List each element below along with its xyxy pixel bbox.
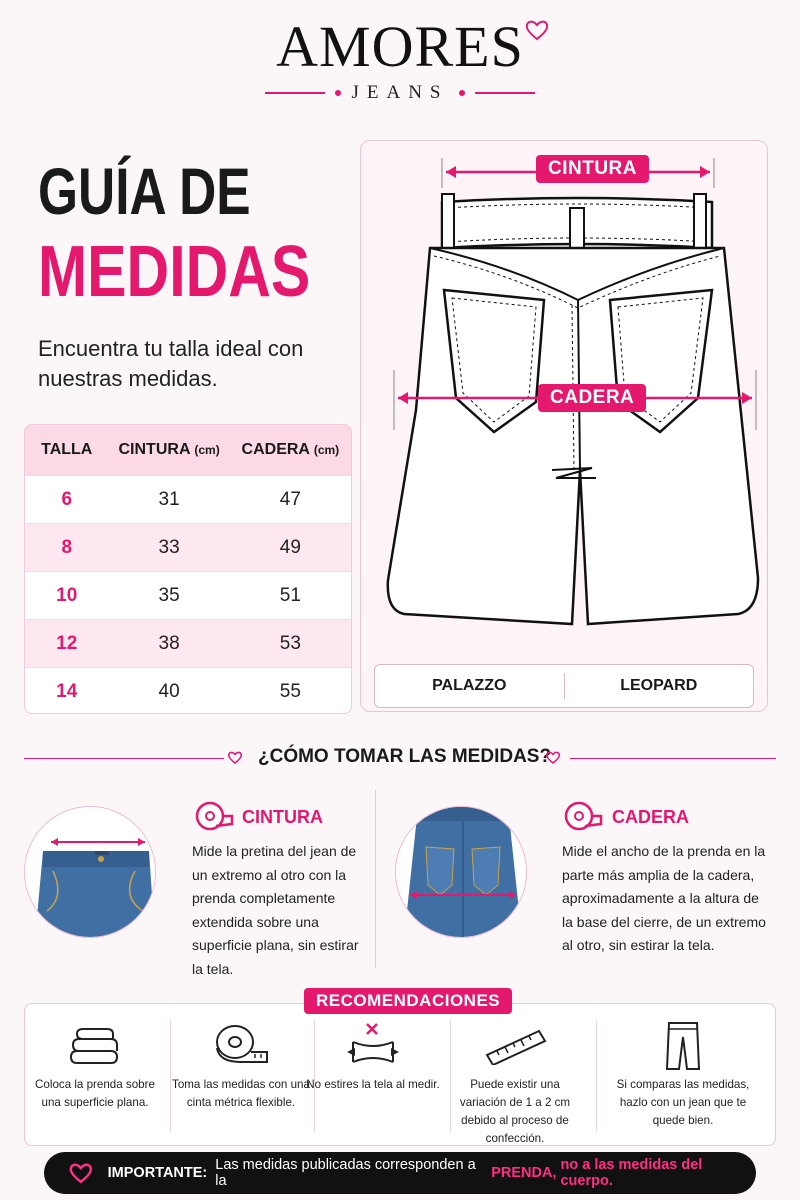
hip-section-desc: Mide el ancho de la prenda en la parte más amplia de la cadera, aproximadamente a la altura de la base del cierre, de un extremo al otro, sin estirar la tela. <box>562 843 766 954</box>
divider <box>265 92 325 94</box>
table-row <box>25 571 351 619</box>
cell-talla: 10 <box>56 584 78 606</box>
recommendation-item <box>26 1018 164 1112</box>
no-stretch-icon <box>345 1020 401 1070</box>
brand-sub: JEANS <box>351 82 449 103</box>
recommendation-text: No estires la tela al medir. <box>306 1078 440 1091</box>
header-cadera <box>230 441 351 459</box>
table-row <box>25 667 351 714</box>
page-title-line1: GUÍA DE <box>38 154 251 228</box>
jeans-waist-icon <box>25 807 156 938</box>
header-cintura <box>108 441 229 459</box>
style-leopard: LEOPARD <box>620 677 698 694</box>
cell-cadera: 55 <box>279 680 301 702</box>
cell-cadera: 47 <box>279 488 301 510</box>
cell-talla: 6 <box>61 488 73 510</box>
cell-talla: 14 <box>56 680 78 702</box>
dot <box>335 90 341 96</box>
hip-section-title: CADERA <box>612 807 690 827</box>
table-header-row <box>25 425 351 475</box>
heart-icon <box>524 18 550 42</box>
cell-cintura: 38 <box>158 632 180 654</box>
header-cadera-label: CADERA <box>241 441 310 458</box>
divider <box>170 1020 171 1132</box>
cell-cadera: 51 <box>279 584 301 606</box>
table-row <box>25 523 351 571</box>
important-banner <box>44 1152 756 1194</box>
important-highlight: PRENDA, <box>491 1165 557 1181</box>
measuring-tape-icon <box>211 1022 271 1068</box>
waist-section-desc: Mide la pretina del jean de un extremo al otro con la prenda completamente extendida sobre una superficie plana, sin estirar la tela. <box>192 843 359 977</box>
divider <box>570 758 776 759</box>
table-row <box>25 475 351 523</box>
size-table <box>24 424 352 714</box>
header-talla: TALLA <box>41 441 93 458</box>
intro-text: Encuentra tu talla ideal con nuestras medidas. <box>38 336 304 391</box>
hip-tag: CADERA <box>538 384 646 412</box>
cell-cintura: 33 <box>158 536 180 558</box>
page-title-line2: MEDIDAS <box>38 232 311 312</box>
important-label: IMPORTANTE: <box>107 1165 208 1181</box>
measuring-tape-icon <box>563 798 603 834</box>
styles-box <box>374 664 754 708</box>
heart-icon <box>68 1161 94 1185</box>
brand-logo <box>0 14 800 104</box>
recommendation-text: Puede existir una variación de 1 a 2 cm debido al proceso de confección. <box>459 1078 571 1145</box>
waist-photo <box>24 806 156 938</box>
heart-icon <box>545 750 561 765</box>
howto-title: ¿CÓMO TOMAR LAS MEDIDAS? <box>258 746 552 767</box>
header-cadera-unit: (cm) <box>313 443 340 457</box>
cell-cintura: 35 <box>158 584 180 606</box>
cell-cintura: 31 <box>158 488 180 510</box>
hip-photo <box>395 806 527 938</box>
divider <box>375 790 376 968</box>
divider <box>596 1020 597 1132</box>
cell-cadera: 49 <box>279 536 301 558</box>
waist-section-title: CINTURA <box>242 807 323 827</box>
header-cintura-label: CINTURA <box>118 441 190 458</box>
recommendation-text: Coloca la prenda sobre una superficie plana. <box>35 1078 155 1109</box>
header-cintura-unit: (cm) <box>194 443 220 457</box>
recommendation-item <box>614 1018 752 1130</box>
ruler-icon <box>483 1025 547 1065</box>
cell-talla: 12 <box>56 632 78 654</box>
recommendation-item <box>446 1018 584 1148</box>
table-row <box>25 619 351 667</box>
folded-clothes-icon <box>67 1023 123 1067</box>
brand-name: AMORES <box>276 14 524 79</box>
jeans-hip-icon <box>396 807 527 938</box>
brand-sub-row <box>0 82 800 104</box>
divider <box>24 758 224 759</box>
measuring-tape-icon <box>194 798 234 834</box>
recommendations-title: RECOMENDACIONES <box>304 988 512 1014</box>
recommendation-item <box>172 1018 310 1112</box>
recommendation-text: Si comparas las medidas, hazlo con un jean que te quede bien. <box>616 1078 750 1127</box>
dot <box>459 90 465 96</box>
style-palazzo: PALAZZO <box>432 677 507 694</box>
jeans-icon <box>663 1019 703 1071</box>
cell-talla: 8 <box>61 536 73 558</box>
cell-cadera: 53 <box>279 632 301 654</box>
waist-tag: CINTURA <box>536 155 649 183</box>
cell-cintura: 40 <box>158 680 180 702</box>
recommendation-item <box>304 1018 442 1094</box>
heart-icon <box>227 750 243 765</box>
divider <box>475 92 535 94</box>
important-text: Las medidas publicadas corresponden a la <box>215 1157 476 1189</box>
recommendation-text: Toma las medidas con una cinta métrica flexible. <box>172 1078 310 1109</box>
important-highlight: no a las medidas del cuerpo. <box>560 1157 703 1189</box>
